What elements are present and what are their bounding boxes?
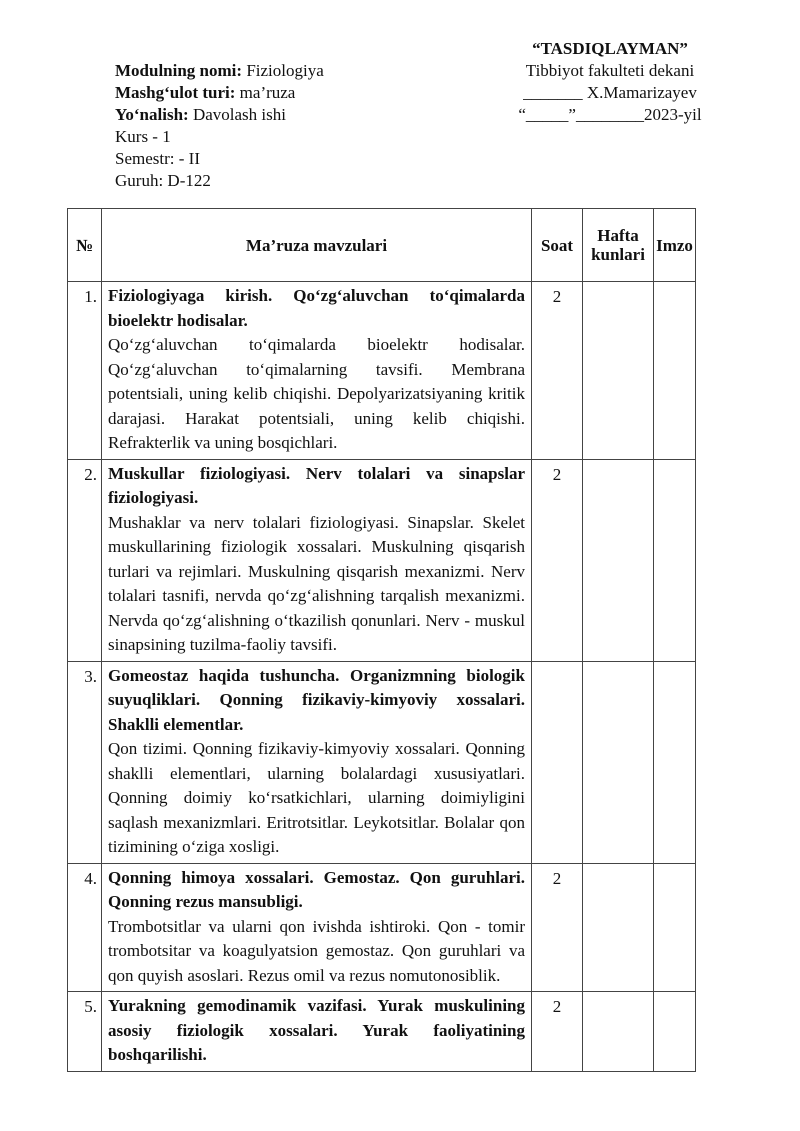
row-hours bbox=[532, 661, 583, 863]
direction-value: Davolash ishi bbox=[192, 105, 286, 124]
row-topic bbox=[102, 282, 532, 460]
lecture-table bbox=[67, 208, 696, 1072]
row-topic bbox=[102, 863, 532, 992]
semester-line: Semestr: - II bbox=[115, 149, 200, 168]
row-topic bbox=[102, 459, 532, 661]
row-week-days bbox=[583, 863, 654, 992]
column-header-week-days: Hafta kunlari bbox=[583, 209, 654, 282]
column-header-signature: Imzo bbox=[654, 209, 696, 282]
topic-description: Qo‘zg‘aluvchan to‘qimalarda bioelektr hodisalar. Qo‘zg‘aluvchan to‘qimalarning tavsifi. Membrana potentsiali, uning kelib chiqishi. Depolyarizatsiyaning kritik darajasi. Harakat potentsiali, uning kelib chiqishi. Refrakterlik va uning bosqichlari. bbox=[108, 335, 525, 452]
column-header-hours: Soat bbox=[532, 209, 583, 282]
session-type-value: ma’ruza bbox=[239, 83, 296, 102]
approval-position: Tibbiyot fakulteti dekani bbox=[525, 61, 695, 80]
row-number: 4. bbox=[68, 863, 102, 992]
topic-description: Trombotsitlar va ularni qon ivishda ishtiroki. Qon - tomir trombotsitar va koagulyatsion gemostaz. Qon guruhlari va qon quyish asoslari. Rezus omil va rezus nomutonosiblik. bbox=[108, 916, 525, 985]
row-signature bbox=[654, 863, 696, 992]
module-name-value: Fiziologiya bbox=[246, 61, 324, 80]
row-topic bbox=[102, 992, 532, 1072]
topic-title: Qonning himoya xossalari. Gemostaz. Qon guruhlari. Qonning rezus mansubligi. bbox=[108, 867, 525, 911]
row-signature bbox=[654, 661, 696, 863]
row-week-days bbox=[583, 282, 654, 460]
topic-title: Yurakning gemodinamik vazifasi. Yurak muskulining asosiy fiziologik xossalari. Yurak faoliyatining boshqarilishi. bbox=[108, 996, 525, 1064]
module-name-line bbox=[115, 60, 324, 82]
topic-title: Muskullar fiziologiyasi. Nerv tolalari va sinapslar fiziologiyasi. bbox=[108, 463, 525, 507]
topic-title: Fiziologiyaga kirish. Qo‘zg‘aluvchan to‘qimalarda bioelektr hodisalar. bbox=[108, 286, 525, 330]
approval-block bbox=[490, 38, 730, 126]
approval-title: “TASDIQLAYMAN” bbox=[532, 39, 688, 58]
row-signature bbox=[654, 992, 696, 1072]
topic-description: Qon tizimi. Qonning fizikaviy-kimyoviy xossalari. Qonning shaklli elementlari, ularning bolalardagi xususiyatlari. Qonning doimiy ko‘rsatkichlari, ularning doimiyligini saqlash mexanizmlari. Eritrotsitlar. Leykotsitlar. Bolalar qon tizimining o‘ziga xosligi. bbox=[108, 739, 525, 856]
table-header-row bbox=[68, 209, 696, 282]
approval-date: “_____”________2023-yil bbox=[518, 105, 702, 124]
row-number: 2. bbox=[68, 459, 102, 661]
approval-signature: _______ X.Mamarizayev bbox=[523, 83, 697, 102]
session-type-label: Mashg‘ulot turi: bbox=[115, 83, 236, 102]
table-row bbox=[68, 992, 696, 1072]
row-hours: 2 bbox=[532, 863, 583, 992]
row-signature bbox=[654, 282, 696, 460]
row-week-days bbox=[583, 992, 654, 1072]
row-number: 5. bbox=[68, 992, 102, 1072]
column-header-number: № bbox=[68, 209, 102, 282]
row-number: 1. bbox=[68, 282, 102, 460]
table-row bbox=[68, 863, 696, 992]
row-topic bbox=[102, 661, 532, 863]
module-info bbox=[115, 60, 324, 192]
direction-line bbox=[115, 104, 324, 126]
table-row bbox=[68, 459, 696, 661]
session-type-line bbox=[115, 82, 324, 104]
row-hours: 2 bbox=[532, 459, 583, 661]
course-line: Kurs - 1 bbox=[115, 127, 171, 146]
row-week-days bbox=[583, 459, 654, 661]
row-hours: 2 bbox=[532, 282, 583, 460]
topic-title: Gomeostaz haqida tushuncha. Organizmning biologik suyuqliklari. Qonning fizikaviy-kimyoviy xossalari. Shaklli elementlar. bbox=[108, 665, 525, 734]
table-row bbox=[68, 282, 696, 460]
column-header-topics: Ma’ruza mavzulari bbox=[102, 209, 532, 282]
topic-description: Mushaklar va nerv tolalari fiziologiyasi. Sinapslar. Skelet muskullarining fiziologik xossalari. Muskulning qisqarish turlari va rejimlari. Muskulning qisqarish mexanizmi. Nerv tolalari tasnifi, nervda qo‘zg‘alishning tarqalish mexanizmi. Nervda qo‘zg‘alishning o‘tkazilish qonunlari. Nerv - muskul sinapsining tuzilma-faoliy tavsifi. bbox=[108, 512, 525, 654]
group-line: Guruh: D-122 bbox=[115, 171, 211, 190]
row-number: 3. bbox=[68, 661, 102, 863]
table-row bbox=[68, 661, 696, 863]
row-week-days bbox=[583, 661, 654, 863]
direction-label: Yo‘nalish: bbox=[115, 105, 189, 124]
module-name-label: Modulning nomi: bbox=[115, 61, 243, 80]
row-signature bbox=[654, 459, 696, 661]
row-hours: 2 bbox=[532, 992, 583, 1072]
